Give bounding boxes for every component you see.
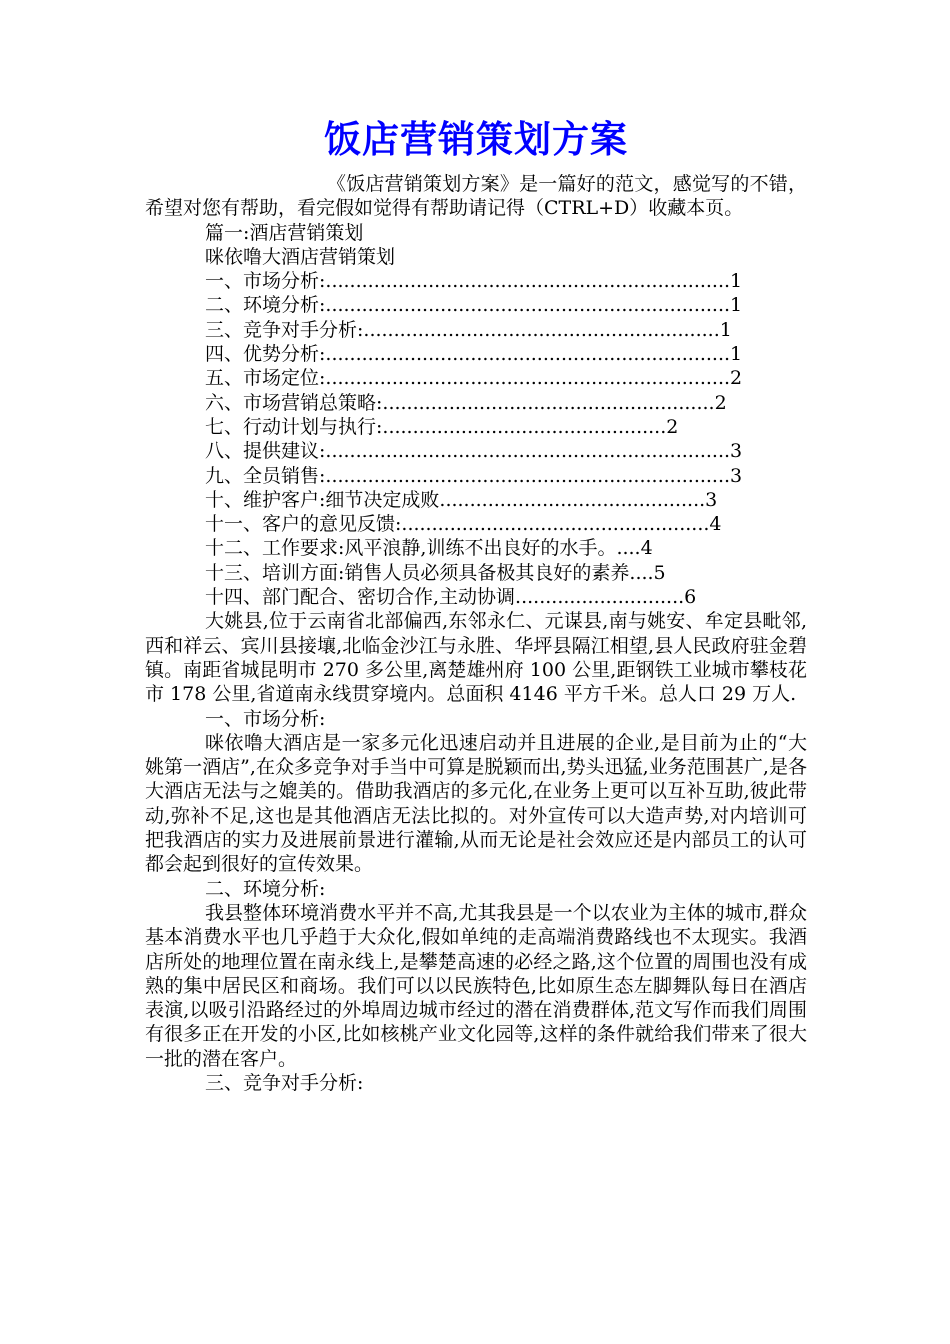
environment-analysis-paragraph: 我县整体环境消费水平并不高,尤其我县是一个以农业为主体的城市,群众基本消费水平也几乎趋于大众化,假如单纯的走高端消费路线也不太现实。我酒店所处的地理位置在南永线上,是攀楚高速的必经之路,这个位置的周围也没有成熟的集中居民区和商场。我们可以以民族特色,比如原生态左脚舞队每日在酒店表演,以吸引沿路经过的外埠周边城市经过的潜在消费群体,范文写作而我们周围有很多正在开发的小区,比如核桃产业文化园等,这样的条件就给我们带来了很大一批的潜在客户。 [145,901,807,1070]
market-analysis-paragraph: 咪依噜大酒店是一家多元化迅速启动并且进展的企业,是目前为止的“大姚第一酒店”,在众多竞争对手当中可算是脱颖而出,势头迅猛,业务范围甚广,是各大酒店无法与之媲美的。借助我酒店的多元化,在业务上更可以互补互助,彼此带动,弥补不足,这也是其他酒店无法比拟的。对外宣传可以大造声势,对内培训可把我酒店的实力及进展前景进行灌输,从而无论是社会效应还是内部员工的认可都会起到很好的宣传效果。 [145,731,807,876]
heading-market-analysis: 一、市场分析: [205,707,326,730]
toc-item: 九、全员销售:...................................................................3 [205,464,743,487]
toc-item: 十、维护客户:细节决定成败............................................3 [205,488,718,511]
toc-item: 十三、培训方面:销售人员必须具备极其良好的素养....5 [205,561,666,584]
toc-item: 七、行动计划与执行:...............................................2 [205,415,679,438]
toc-item: 一、市场分析:...................................................................1 [205,270,743,293]
table-of-contents [145,269,807,609]
toc-item: 十四、部门配合、密切合作,主动协调............................6 [205,586,697,609]
toc-item: 六、市场营销总策略:.......................................................2 [205,391,727,414]
toc-item: 二、环境分析:...................................................................1 [205,294,743,317]
heading-environment-analysis: 二、环境分析: [205,877,326,900]
document-page [145,118,807,1095]
subtitle: 咪依噜大酒店营销策划 [205,245,396,268]
section-title: 篇一:酒店营销策划 [205,221,364,244]
toc-item: 五、市场定位:...................................................................2 [205,367,743,390]
heading-competitor-analysis: 三、竞争对手分析: [205,1071,364,1094]
location-paragraph: 大姚县,位于云南省北部偏西,东邻永仁、元谋县,南与姚安、牟定县毗邻,西和祥云、宾川县接壤,北临金沙江与永胜、华坪县隔江相望,县人民政府驻金碧镇。南距省城昆明市 270 多公里,离楚雄州府 100 公里,距钢铁工业城市攀枝花市 178 公里,省道南永线贯穿境内。总面积 4146 平方千米。总人口 29 万人. [145,610,807,706]
document-title: 饭店营销策划方案 [324,118,628,161]
toc-item: 八、提供建议:...................................................................3 [205,440,743,463]
toc-item: 四、优势分析:...................................................................1 [205,343,743,366]
toc-item: 十二、工作要求:风平浪静,训练不出良好的水手。....4 [205,537,653,560]
intro-paragraph: 《饭店营销策划方案》是一篇好的范文，感觉写的不错，希望对您有帮助，看完假如觉得有帮助请记得（CTRL+D）收藏本页。 [145,173,807,220]
toc-item: 三、竞争对手分析:...........................................................1 [205,318,732,341]
toc-item: 十一、客户的意见反馈:...................................................4 [205,513,722,536]
